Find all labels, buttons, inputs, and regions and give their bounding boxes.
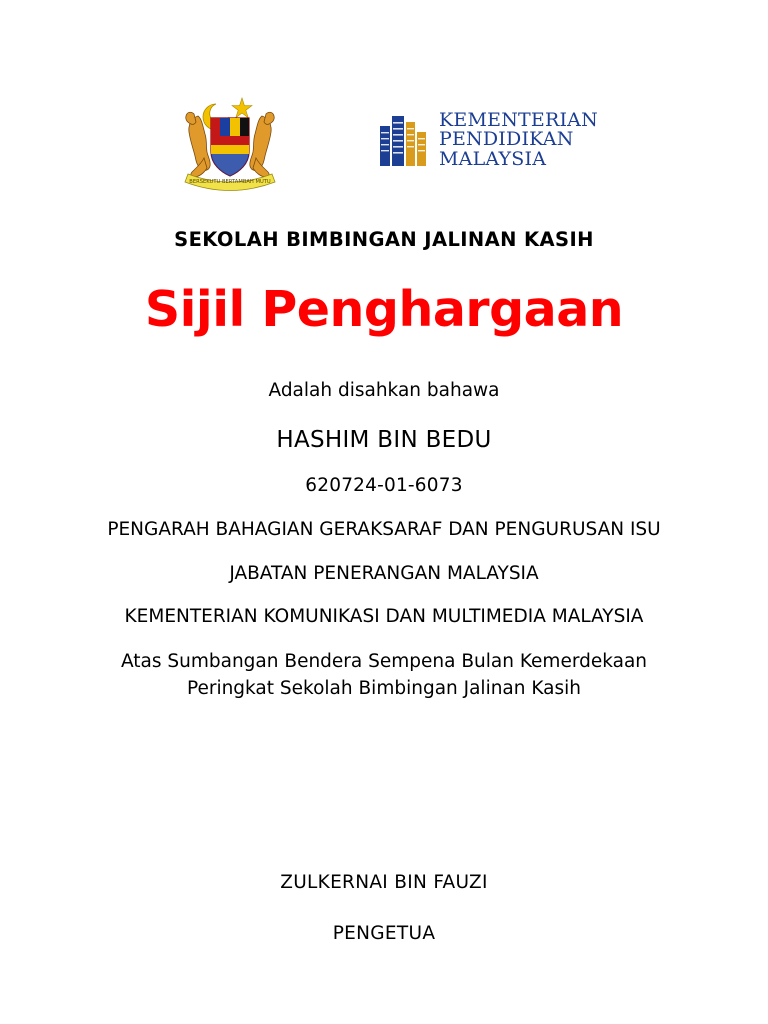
recipient-department: JABATAN PENERANGAN MALAYSIA — [229, 562, 539, 584]
kpm-logo — [374, 97, 604, 183]
signatory-name: ZULKERNAI BIN FAUZI — [280, 872, 488, 893]
kpm-line-3: MALAYSIA — [439, 147, 547, 170]
recipient-name: HASHIM BIN BEDU — [276, 427, 492, 453]
signatory-block — [0, 872, 768, 944]
award-reason — [48, 649, 720, 703]
kpm-line-2: PENDIDIKAN — [439, 128, 574, 151]
award-reason-line-2: Peringkat Sekolah Bimbingan Jalinan Kasih — [186, 677, 582, 699]
signatory-title: PENGETUA — [332, 923, 436, 944]
malaysia-coat-of-arms-icon — [164, 88, 296, 192]
logo-row — [48, 0, 720, 194]
svg-text:BERSEKUTU BERTAMBAH MUTU: BERSEKUTU BERTAMBAH MUTU — [189, 179, 271, 185]
intro-text: Adalah disahkan bahawa — [268, 380, 500, 401]
school-name: SEKOLAH BIMBINGAN JALINAN KASIH — [174, 228, 594, 251]
recipient-ic-number: 620724-01-6073 — [305, 475, 463, 496]
kpm-line-1: KEMENTERIAN — [439, 108, 598, 131]
recipient-position: PENGARAH BAHAGIAN GERAKSARAF DAN PENGURUSAN ISU — [107, 519, 661, 540]
kpm-building-icon — [378, 112, 430, 168]
kpm-wordmark — [439, 108, 598, 170]
award-reason-line-1: Atas Sumbangan Bendera Sempena Bulan Kemerdekaan — [120, 650, 648, 672]
recipient-ministry: KEMENTERIAN KOMUNIKASI DAN MULTIMEDIA MALAYSIA — [124, 605, 644, 627]
certificate-title: Sijil Penghargaan — [144, 281, 624, 338]
